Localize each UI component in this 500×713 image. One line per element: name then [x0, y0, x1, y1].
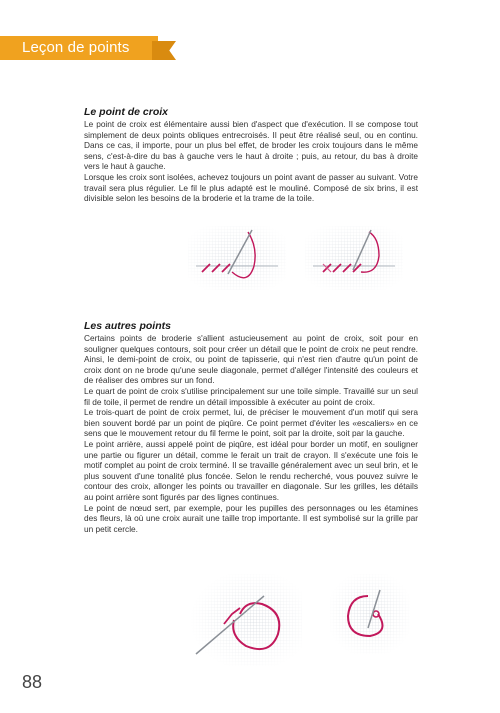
french-knot-illustration: [330, 574, 410, 654]
paragraph: Certains points de broderie s'allient astucieusement au point de croix, soit pour en souligner quelques contours, soit pour créer un détail que le point de croix ne peut rendre. Ainsi, le demi-point de croix, ou point de tapisserie, qui n'est rien d'autre qu'un point de croix dont on ne brode qu'une seule diagonale, permet d'alléger l'intensité des couleurs et de réaliser des ombres sur un fond.: [84, 333, 418, 386]
banner-ribbon-tail: [152, 41, 176, 60]
paragraph: Le point arrière, aussi appelé point de piqûre, est idéal pour border un motif, en souligner une partie ou figurer un détail, comme le ferait un trait de crayon. Il s'exécute une fois le motif complet au point de croix terminé. Il se travaille généralement avec un seul brin, et le plus souvent d'une tonalité plus foncée. Selon le rendu recherché, vous pouvez suivre le contour des croix, allonger les points ou travailler en diagonale. Sur les grilles, les détails au point arrière sont figurés par des lignes continues.: [84, 438, 418, 502]
banner-title: Leçon de points: [22, 39, 130, 56]
section-body-other-stitches: [84, 333, 418, 534]
page-number: 88: [22, 672, 43, 692]
cross-stitch-illustration-left: [188, 226, 286, 290]
paragraph: Le point de croix est élémentaire aussi bien d'aspect que d'exécution. Il se compose tout simplement de deux points obliques entrecroisés. Il peut être réalisé seul, ou en continu. Dans ce cas, il importe, pour un plus bel effet, de broder les croix toujours dans le même sens, c'est-à-dire du bas à gauche vers le haut à droite ; puis, au retour, du bas à droite vers le haut à gauche.: [84, 119, 418, 172]
section-title-other-stitches: Les autres points: [84, 320, 171, 332]
paragraph: Lorsque les croix sont isolées, achevez toujours un point avant de passer au suivant. Votre travail sera plus régulier. Le fil le plus adapté est le mouliné. Composé de six brins, il est divisible selon les besoins de la broderie et la trame de la toile.: [84, 171, 418, 204]
cross-stitch-illustration-right: [305, 226, 403, 290]
paragraph: Le point de nœud sert, par exemple, pour les pupilles des personnages ou les étamines des fleurs, là où une croix aurait une taille trop importante. Il est symbolisé sur la grille par un petit cercle.: [84, 502, 418, 534]
paragraph: Le quart de point de croix s'utilise principalement sur une toile simple. Travaillé sur un seul fil de toile, il permet de rendre un détail impossible à exécuter au point de croix.: [84, 385, 418, 407]
backstitch-illustration: [190, 574, 302, 666]
section-body-cross-stitch: [84, 119, 418, 204]
paragraph: Le trois-quart de point de croix permet, lui, de préciser le mouvement d'un motif qui sera bien souvent bordé par un point de piqûre. Ce point permet d'éviter les «escaliers» en ce sens que le mouvement retour du fil ferme le point, soit par la droite, soit par la gauche.: [84, 407, 418, 439]
section-title-cross-stitch: Le point de croix: [84, 106, 169, 118]
